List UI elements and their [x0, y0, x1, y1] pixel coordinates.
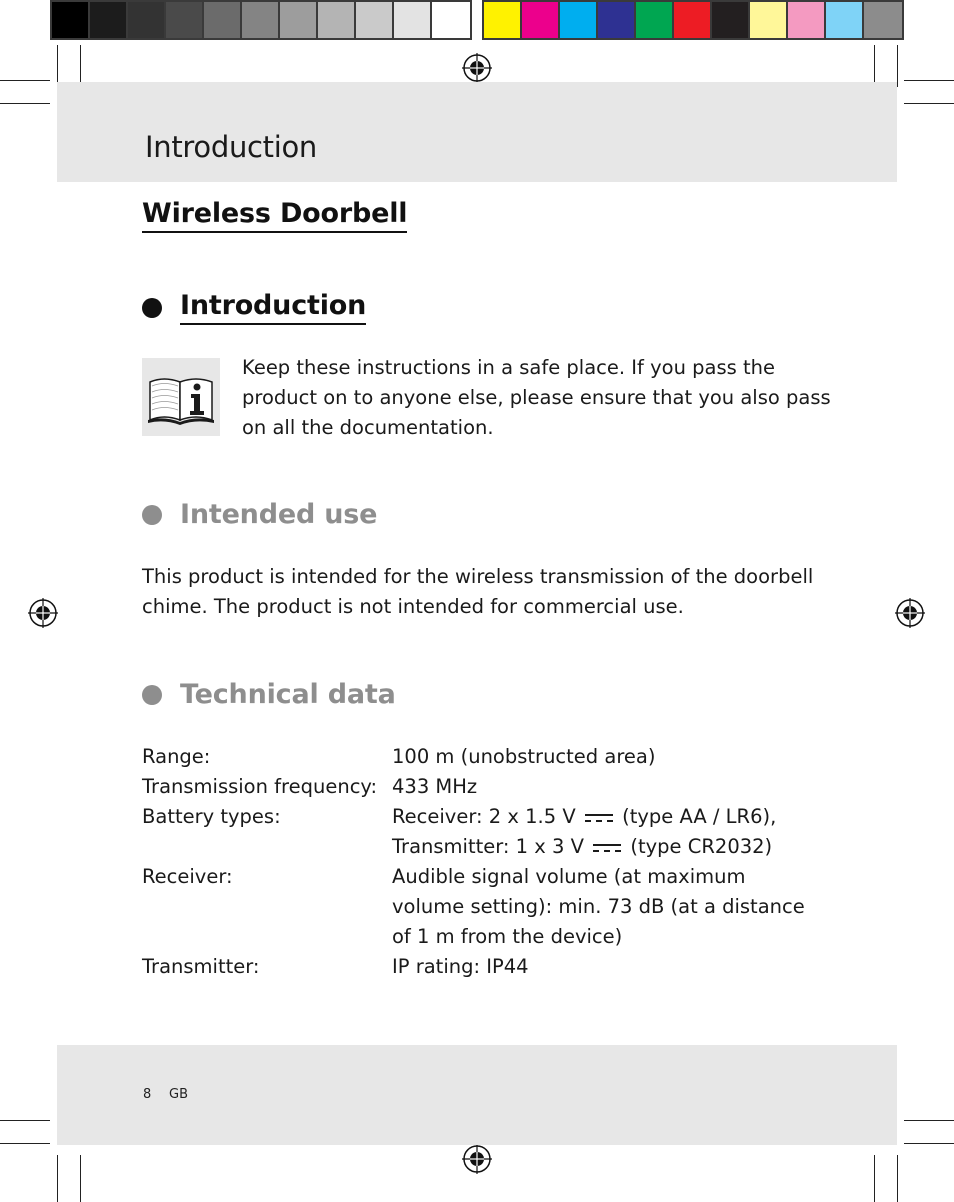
intended-use-paragraph: This product is intended for the wireless transmission of the doorbell chime. The product is not intended for commercial use.: [142, 565, 814, 618]
section-heading-text: Intended use: [180, 499, 378, 530]
color-swatch: [90, 2, 128, 38]
crop-mark: [874, 45, 875, 87]
crop-mark: [57, 1155, 58, 1202]
page-title: Introduction: [145, 130, 318, 164]
crop-mark: [57, 45, 58, 87]
battery-transmitter-prefix: Transmitter: 1 x 3 V: [392, 835, 584, 858]
header-band: [57, 82, 897, 182]
crop-mark: [80, 1155, 81, 1202]
section-heading-text: Introduction: [180, 290, 366, 325]
crop-mark: [904, 80, 954, 81]
color-swatch: [864, 2, 902, 38]
section-heading-introduction: [142, 290, 366, 325]
color-swatch: [750, 2, 788, 38]
bullet-icon: [142, 685, 162, 705]
crop-mark: [0, 80, 50, 81]
crop-mark: [0, 1143, 50, 1144]
color-swatch: [204, 2, 242, 38]
registration-mark-icon: [28, 598, 58, 628]
spec-label: Transmitter:: [142, 955, 260, 978]
document-title: Wireless Doorbell: [142, 198, 407, 233]
battery-receiver-prefix: Receiver: 2 x 1.5 V: [392, 805, 576, 828]
info-book-icon: [142, 358, 220, 436]
section-heading-text: Technical data: [180, 679, 396, 710]
crop-mark: [80, 45, 81, 87]
spec-label: Range:: [142, 745, 211, 768]
crop-mark: [897, 1155, 898, 1202]
color-swatch: [484, 2, 522, 38]
color-swatch: [280, 2, 318, 38]
table-row: [142, 952, 812, 982]
color-swatch: [128, 2, 166, 38]
battery-transmitter-suffix: (type CR2032): [630, 835, 773, 858]
introduction-paragraph: Keep these instructions in a safe place. If you pass the product on to anyone else, please ensure that you also pass on all the documentation.: [242, 356, 831, 439]
page-number: 8: [143, 1087, 152, 1102]
color-swatch: [560, 2, 598, 38]
registration-mark-icon: [895, 598, 925, 628]
table-row: [142, 742, 812, 772]
spec-value: [392, 802, 812, 862]
grayscale-color-bar: [50, 0, 472, 40]
color-swatch: [356, 2, 394, 38]
process-color-bar: [482, 0, 904, 40]
color-swatch: [166, 2, 204, 38]
crop-mark: [0, 1120, 50, 1121]
section-heading-technical-data: [142, 679, 396, 710]
direct-current-icon: [584, 811, 614, 825]
spec-value: IP rating: IP44: [392, 955, 529, 978]
table-row: [142, 802, 812, 862]
table-row: [142, 862, 812, 952]
spec-value: 100 m (unobstructed area): [392, 745, 656, 768]
color-swatch: [432, 2, 470, 38]
color-swatch: [242, 2, 280, 38]
color-swatch: [674, 2, 712, 38]
table-row: [142, 772, 812, 802]
spec-value: Audible signal volume (at maximum volume setting): min. 73 dB (at a distance of 1 m from the device): [392, 865, 805, 948]
color-swatch: [788, 2, 826, 38]
battery-receiver-line: [392, 802, 812, 832]
footer-band: [57, 1045, 897, 1145]
crop-mark: [874, 1155, 875, 1202]
crop-mark: [904, 103, 954, 104]
battery-transmitter-line: [392, 832, 812, 862]
color-swatch: [52, 2, 90, 38]
bullet-icon: [142, 505, 162, 525]
spec-label: Receiver:: [142, 865, 233, 888]
section-heading-intended-use: [142, 499, 377, 530]
crop-mark: [904, 1120, 954, 1121]
color-swatch: [636, 2, 674, 38]
battery-receiver-suffix: (type AA / LR6),: [622, 805, 777, 828]
color-swatch: [394, 2, 432, 38]
registration-mark-icon: [462, 53, 492, 83]
color-swatch: [318, 2, 356, 38]
crop-mark: [0, 103, 50, 104]
spec-label: Battery types:: [142, 805, 281, 828]
color-swatch: [826, 2, 864, 38]
color-swatch: [598, 2, 636, 38]
spec-value: 433 MHz: [392, 775, 478, 798]
bullet-icon: [142, 298, 162, 318]
language-code: GB: [169, 1087, 188, 1102]
direct-current-icon: [592, 841, 622, 855]
color-swatch: [712, 2, 750, 38]
color-swatch: [522, 2, 560, 38]
spec-label: Transmission frequency:: [142, 775, 378, 798]
crop-mark: [897, 45, 898, 87]
registration-mark-icon: [462, 1144, 492, 1174]
crop-mark: [904, 1143, 954, 1144]
technical-data-table: [142, 742, 812, 982]
